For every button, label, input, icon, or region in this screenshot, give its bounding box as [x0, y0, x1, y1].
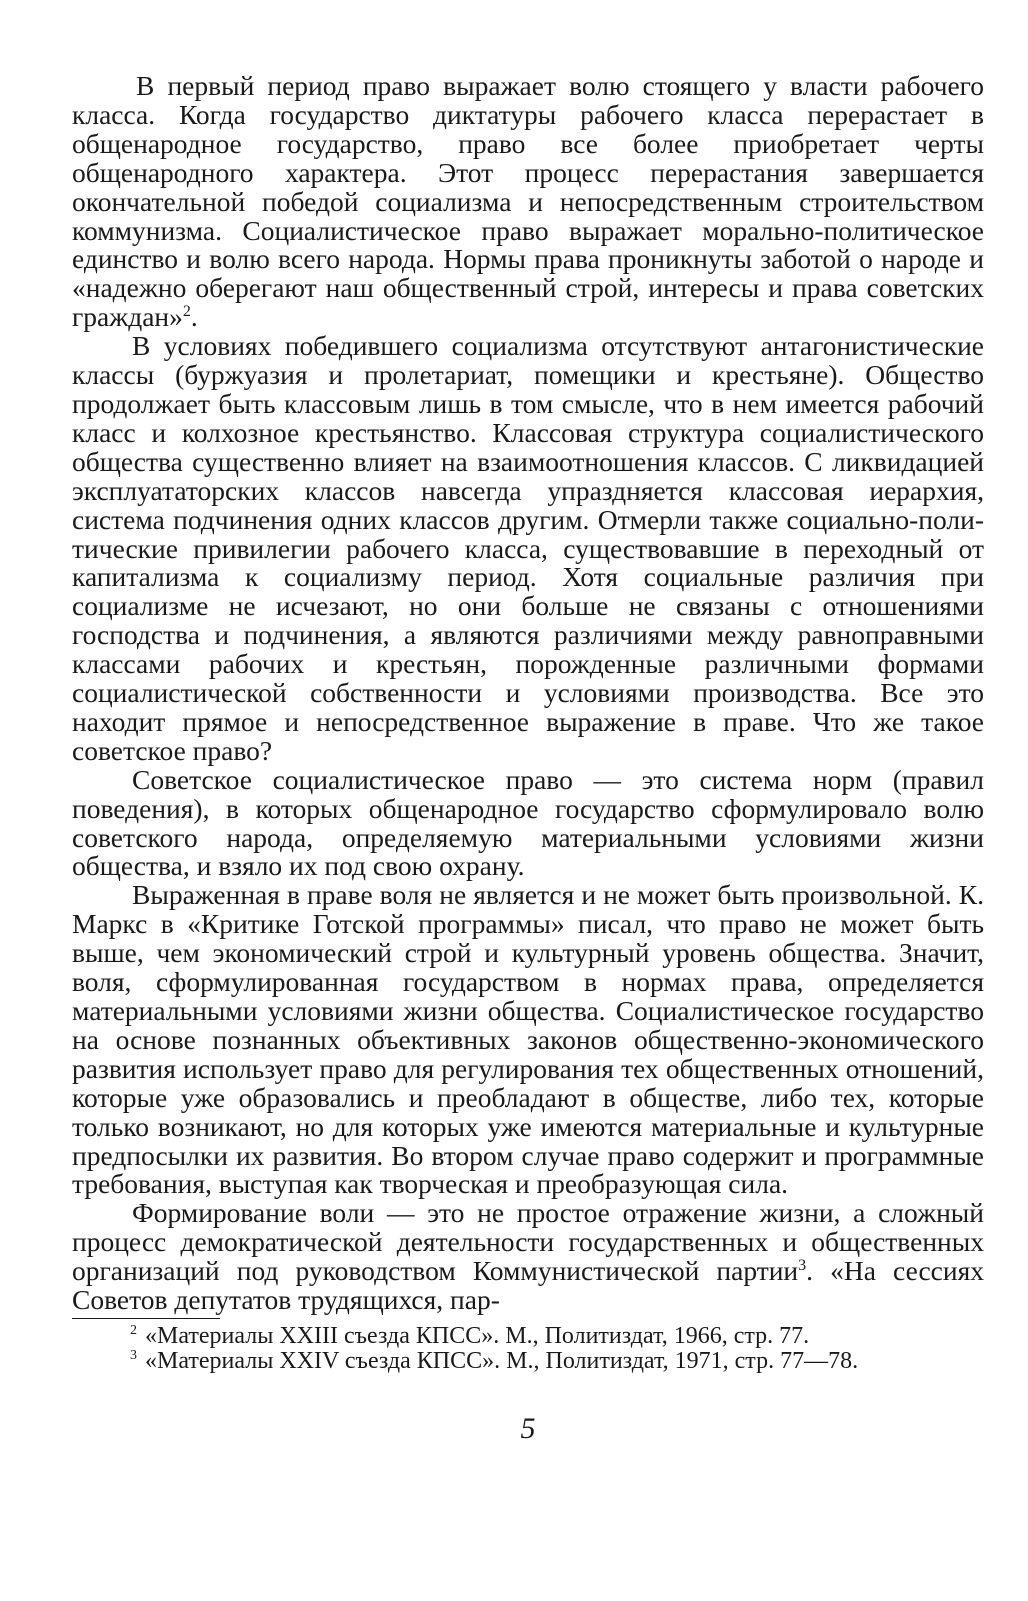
paragraph-tail: . [190, 301, 198, 333]
footnote-text: «Материалы XXIII съезда КПСС». М., Политиздат, 1966, стр. 77. [145, 1322, 810, 1349]
paragraph [72, 72, 984, 332]
paragraph [72, 881, 984, 1199]
paragraph-text: В условиях победившего социализма отсутствуют антагонистические классы (буржуазия и пролетариат, помещики и крестьяне). Общество продолжает быть классовым лишь в том смысле, что в нем имеется рабочий класс и колхозное крестьянство. Классовая структура социалистического общества существенно влияет на взаимоотношения классов. С ликвидацией эксплуататорских классов навсегда упраздняется классовая иерархия, система подчинения одних классов другим. Отмерли также социально-политические привилегии рабочего класса, существовавшие в переходный от капитализма к социализму период. Хотя социальные различия при социализме не исчезают, но они больше не связаны с отношениями господства и подчинения, а являются различиями между равноправными классами рабочих и крестьян, порожденные различными формами социалистической собственности и условиями производства. Все это находит прямое и непосредственное выражение в праве. Что же такое советское право? [72, 330, 984, 766]
paragraph-text: Формирование воли — это не простое отражение жизни, а сложный процесс демократической деятельности государственных и общественных организаций под руководством Коммунистической партии [72, 1197, 984, 1287]
footnote-mark: 3 [130, 1347, 137, 1363]
footnote-ref: 2 [182, 303, 191, 321]
paragraph-text: В первый период право выражает волю стоящего у власти рабочего класса. Когда государство диктатуры рабочего класса перерастает в общенародное государство, право все более приобретает черты общенародного характера. Этот процесс перерастания завершается окончательной победой социализма и непосредственным строительством коммунизма. Социалистическое право выражает морально-политическое единство и волю всего народа. Нормы права проникнуты заботой о народе и «надежно оберегают наш общественный строй, интересы и права советских граждан» [72, 70, 984, 333]
paragraph-tail: . «На сессиях Советов депутатов трудящихся, пар- [72, 1255, 984, 1316]
paragraph [72, 763, 984, 882]
footnote-ref: 3 [798, 1257, 807, 1274]
footnotes [72, 1324, 984, 1374]
footnote-text: «Материалы XXIV съезда КПСС». М., Политиздат, 1971, стр. 77—78. [145, 1347, 859, 1374]
footnote [72, 1349, 984, 1374]
paragraph [72, 332, 984, 766]
book-page [72, 72, 984, 1446]
body-text [72, 72, 984, 1315]
paragraph-text: Выраженная в праве воля не является и не может быть произвольной. К. Маркс в «Критике Готской программы» писал, что право не может быть выше, чем экономический строй и культурный уровень общества. Значит, воля, сформулированная государством в нормах права, определяется материальными условиями жизни общества. Социалистическое государство на основе познанных объективных законов общественно-экономического развития использует право для регулирования тех общественных отношений, которые уже образовались и преобладают в обществе, либо тех, которые только возникают, но для которых уже имеются материальные и культурные предпосылки их развития. Во втором случае право содержит и программные требования, выступая как творческая и преобразующая сила. [72, 879, 984, 1200]
page-number: 5 [520, 1411, 536, 1445]
footnote [72, 1324, 984, 1349]
footnote-mark: 2 [130, 1322, 137, 1338]
paragraph [72, 1199, 984, 1315]
paragraph-text: Советское социалистическое право — это система норм (правил поведения), в которых общенародное государство сформулировало волю советского народа, определяемую материальными условиями жизни общества, и взяло их под свою охрану. [72, 763, 984, 882]
footnote-divider [72, 1318, 220, 1319]
